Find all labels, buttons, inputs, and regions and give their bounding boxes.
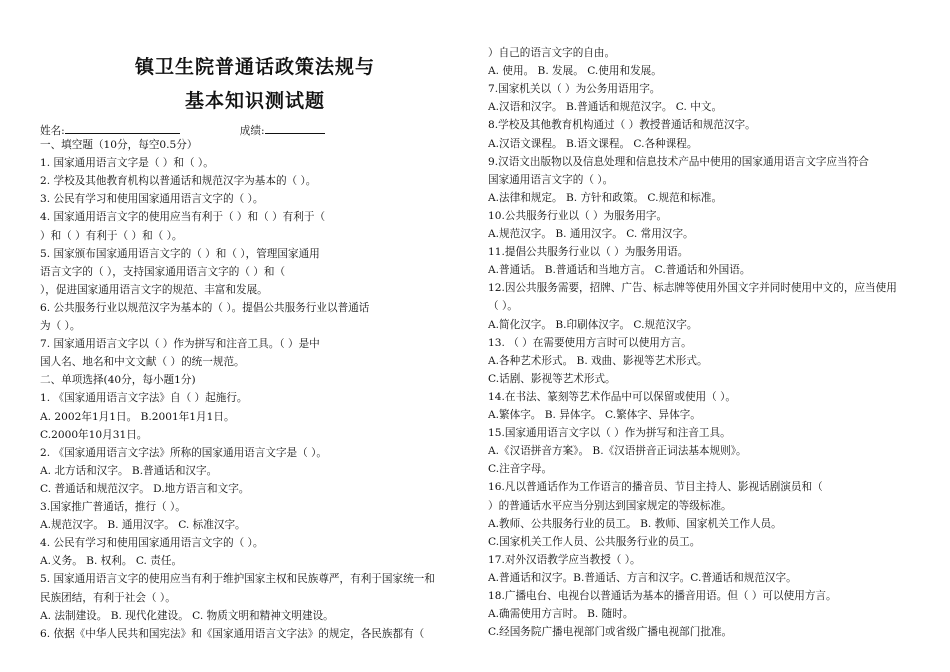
- text-line: C.话剧、影视等艺术形式。: [488, 372, 616, 385]
- text-line: 为（ ）。: [40, 320, 81, 332]
- text-line: 1. 《国家通用语言文字法》自（ ）起施行。: [40, 392, 248, 405]
- text-line: 16.凡以普通话作为工作语言的播音员、节目主持人、影视话剧演员和（: [488, 481, 823, 494]
- text-line: 10.公共服务行业以（ ）为服务用字。: [488, 209, 668, 222]
- text-line: 17.对外汉语教学应当教授（ ）。: [488, 553, 641, 566]
- text-line: 11.提倡公共服务行业以（ ）为服务用语。: [488, 246, 689, 259]
- text-line: ）和（ ）有利于（ ）和（ ）。: [40, 229, 183, 242]
- text-line: 1. 国家通用语言文字是（ ）和（ ）。: [40, 157, 214, 170]
- text-line: （ ）。: [488, 300, 518, 313]
- name-blank: [65, 122, 180, 134]
- text-line: 18.广播电台、电视台以普通话为基本的播音用语。但（ ）可以使用方言。: [488, 590, 837, 602]
- text-line: ）的普通话水平应当分别达到国家规定的等级标准。: [488, 499, 732, 512]
- text-line: 7. 国家通用语言文字以（ ）作为拼写和注音工具。（ ）是中: [40, 338, 320, 351]
- text-line: C.2000年10月31日。: [40, 428, 148, 441]
- text-line: A.各种艺术形式。 B. 戏曲、影视等艺术形式。: [488, 354, 708, 367]
- text-line: A.简化汉字。 B.印刷体汉字。 C.规范汉字。: [488, 318, 698, 331]
- text-line: 6. 依据《中华人民共和国宪法》和《国家通用语言文字法》的规定，各民族都有（: [40, 627, 425, 640]
- text-line: C.国家机关工作人员、公共服务行业的员工。: [488, 535, 701, 548]
- text-line: 国人名、地名和中文文献（ ）的统一规范。: [40, 356, 245, 369]
- text-line: A. 北方话和汉字。 B.普通话和汉字。: [40, 464, 218, 477]
- text-line: 9.汉语文出版物以及信息处理和信息技术产品中使用的国家通用语言文字应当符合: [488, 155, 869, 168]
- text-line: 4. 公民有学习和使用国家通用语言文字的（ ）。: [40, 537, 264, 550]
- text-line: 14.在书法、篆刻等艺术作品中可以保留或使用（ ）。: [488, 390, 736, 403]
- text-line: 3. 公民有学习和使用国家通用语言文字的（ ）。: [40, 193, 264, 206]
- text-line: C. 普通话和规范汉字。 D.地方语言和文字。: [40, 482, 250, 495]
- page-subtitle: 基本知识测试题: [184, 90, 325, 112]
- text-line: 13. （ ）在需要使用方言时可以使用方言。: [488, 336, 692, 349]
- text-line: ）自己的语言文字的自由。: [488, 47, 616, 59]
- score-blank: [265, 122, 325, 134]
- text-line: 3.国家推广普通话，推行（ ）。: [40, 501, 186, 513]
- score-label: 成绩:: [239, 125, 265, 137]
- text-line: A.法律和规定。 B. 方针和政策。 C.规范和标准。: [488, 191, 723, 204]
- name-score-line: [40, 122, 470, 138]
- text-line: A.汉语和汉字。 B.普通话和规范汉字。 C. 中文。: [488, 101, 723, 114]
- right-column: [488, 0, 918, 672]
- text-line: 12.因公共服务需要，招牌、广告、标志牌等使用外国文字并同时使用中文的，应当使用: [488, 282, 897, 295]
- text-line: A. 法制建设。 B. 现代化建设。 C. 物质文明和精神文明建设。: [40, 609, 334, 622]
- text-line: A.规范汉字。 B. 通用汉字。 C. 标准汉字。: [40, 519, 246, 532]
- page-title: 镇卫生院普通话政策法规与: [134, 56, 375, 78]
- text-line: 民族团结，有利于社会（ ）。: [40, 591, 176, 604]
- text-line: 语言文字的（ ），支持国家通用语言文字的（ ）和（: [40, 265, 286, 278]
- text-line: A.义务。 B. 权利。 C. 责任。: [40, 555, 183, 568]
- text-line: A.《汉语拼音方案》。 B.《汉语拼音正词法基本规则》。: [488, 445, 747, 458]
- left-column: [40, 0, 470, 672]
- text-line: 4. 国家通用语言文字的使用应当有利于（ ）和（ ）有利于（: [40, 211, 326, 224]
- text-line: 15.国家通用语言文字以（ ）作为拼写和注音工具。: [488, 427, 731, 440]
- text-line: A. 2002年1月1日。 B.2001年1月1日。: [40, 410, 235, 423]
- text-line: 8.学校及其他教育机构通过（ ）教授普通话和规范汉字。: [488, 119, 756, 132]
- text-line: A.繁体字。 B. 异体字。 C.繁体字、异体字。: [488, 409, 701, 421]
- text-line: C.注音字母。: [488, 463, 553, 476]
- text-line: C.经国务院广播电视部门或省级广播电视部门批准。: [488, 626, 733, 639]
- text-line: 5. 国家通用语言文字的使用应当有利于维护国家主权和民族尊严，有利于国家统一和: [40, 573, 435, 586]
- text-line: A.教师、公共服务行业的员工。 B. 教师、国家机关工作人员。: [488, 517, 782, 530]
- text-line: 2. 《国家通用语言文字法》所称的国家通用语言文字是（ ）。: [40, 446, 327, 459]
- text-line: 二、单项选择(40分，每小题1分): [40, 374, 196, 387]
- name-label: 姓名:: [40, 125, 65, 137]
- text-line: ），促进国家通用语言文字的规范、丰富和发展。: [40, 283, 268, 296]
- text-line: 5. 国家颁布国家通用语言文字的（ ）和（ ），管理国家通用: [40, 247, 320, 260]
- text-line: 2. 学校及其他教育机构以普通话和规范汉字为基本的（ ）。: [40, 175, 317, 188]
- text-line: 一、填空题（10分，每空0.5分）: [40, 139, 198, 151]
- text-line: 国家通用语言文字的（ ）。: [488, 173, 614, 186]
- text-line: A. 使用。 B. 发展。 C.使用和发展。: [488, 65, 662, 78]
- text-line: A.确需使用方言时。 B. 随时。: [488, 608, 634, 621]
- text-line: 6. 公共服务行业以规范汉字为基本的（ ）。提倡公共服务行业以普通话: [40, 301, 370, 314]
- text-line: A.汉语文课程。 B.语文课程。 C.各种课程。: [488, 137, 698, 150]
- text-line: A.普通话和汉字。B.普通话、方言和汉字。C.普通话和规范汉字。: [488, 571, 797, 584]
- text-line: A.规范汉字。 B. 通用汉字。 C. 常用汉字。: [488, 228, 694, 240]
- text-line: A.普通话。 B.普通话和当地方言。 C.普通话和外国语。: [488, 264, 751, 277]
- text-line: 7.国家机关以（ ）为公务用语用字。: [488, 83, 661, 96]
